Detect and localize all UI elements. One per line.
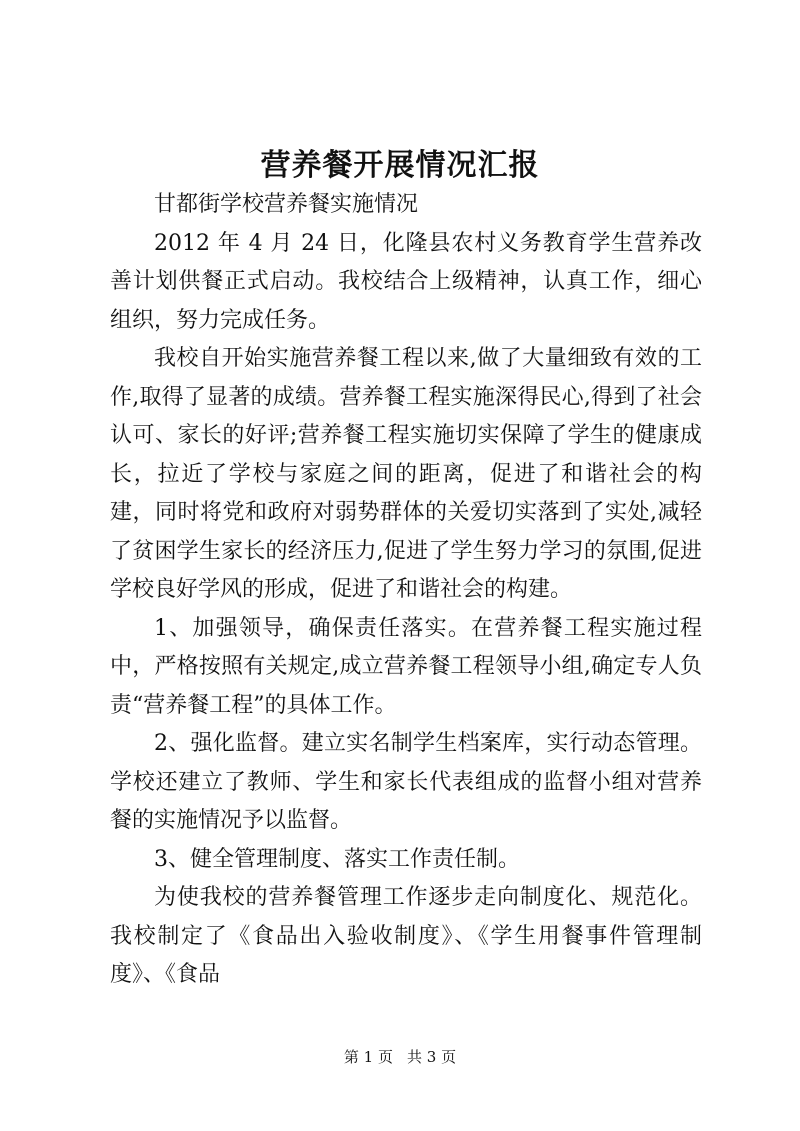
paragraph-subtitle: 甘都街学校营养餐实施情况	[154, 192, 419, 217]
paragraph-point-3: 3、健全管理制度、落实工作责任制。	[154, 846, 520, 872]
paragraph-intro: 2012 年 4 月 24 日，化隆县农村义务教育学生营养改善计划供餐正式启动。我校结合上级精神，认真工作，细心组织，努力完成任务。	[110, 230, 702, 333]
document-title: 营养餐开展情况汇报	[260, 148, 540, 183]
paragraph-point-2: 2、强化监督。建立实名制学生档案库，实行动态管理。学校还建立了教师、学生和家长代表组成的监督小组对营养餐的实施情况予以监督。	[110, 731, 702, 833]
document-body	[110, 186, 702, 995]
paragraph-point-1: 1、加强领导，确保责任落实。在营养餐工程实施过程中，严格按照有关规定,成立营养餐工程领导小组,确定专人负责“营养餐工程”的具体工作。	[110, 615, 702, 718]
page-footer	[0, 1046, 800, 1067]
page-total: 共 3 页	[407, 1048, 457, 1066]
paragraph-achievements: 我校自开始实施营养餐工程以来,做了大量细致有效的工作,取得了显著的成绩。营养餐工程实施深得民心,得到了社会认可、家长的好评;营养餐工程实施切实保障了学生的健康成长，拉近了学校与家庭之间的距离，促进了和谐社会的构建，同时将党和政府对弱势群体的关爱切实落到了实处,减轻了贫困学生家长的经济压力,促进了学生努力学习的氛围,促进学校良好学风的形成，促进了和谐社会的构建。	[110, 346, 702, 602]
paragraph-regulations: 为使我校的营养餐管理工作逐步走向制度化、规范化。我校制定了《食品出入验收制度》、《学生用餐事件管理制度》、《食品	[110, 885, 702, 987]
page-number: 第 1 页	[343, 1048, 393, 1066]
